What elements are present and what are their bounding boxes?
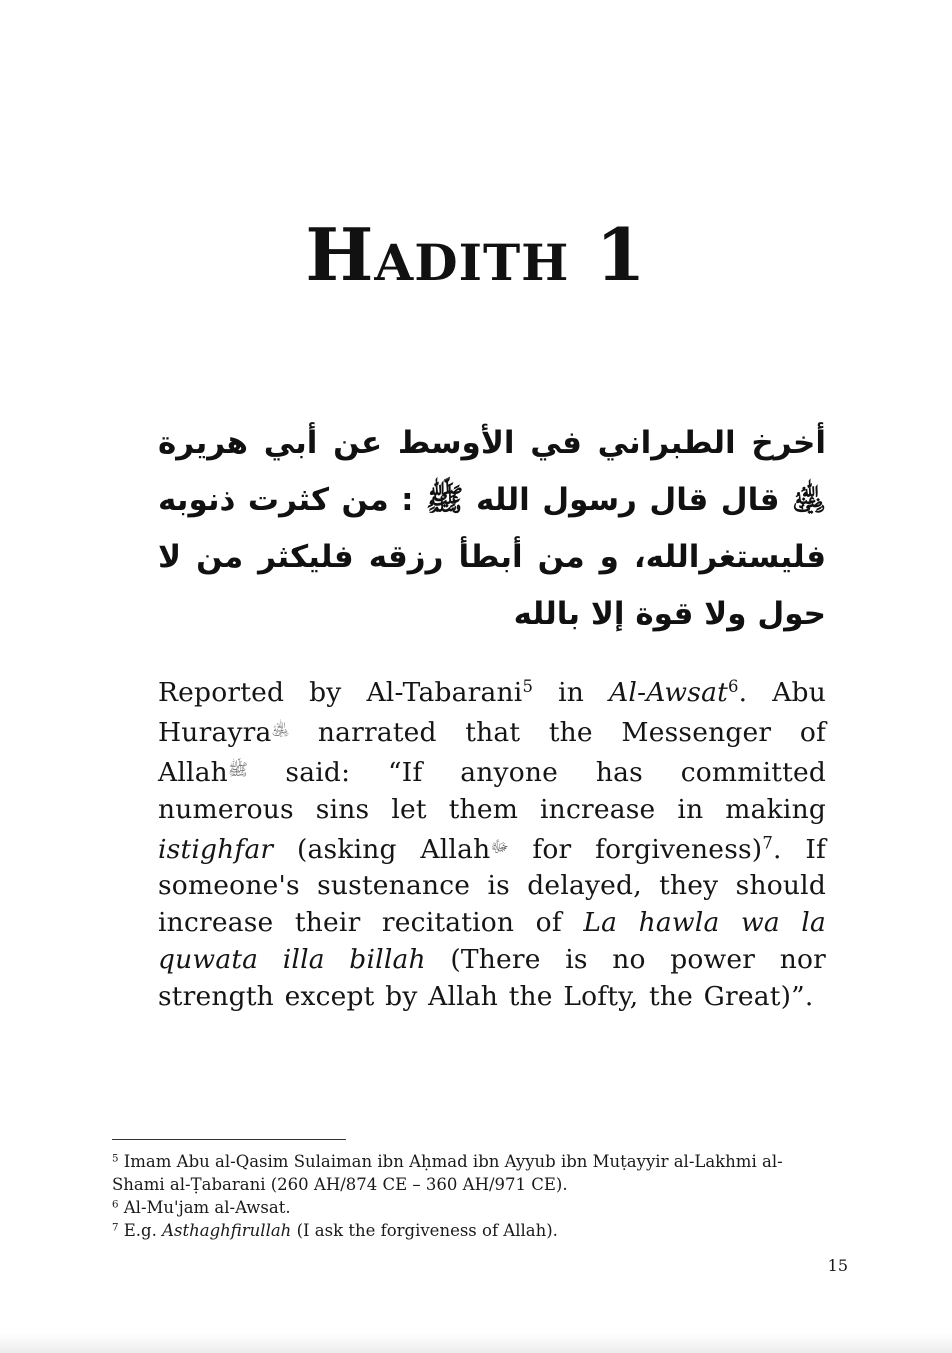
arabic-hadith-text: أخرخ الطبراني في الأوسط عن أبي هريرة ﵁ قال قال رسول الله ﷺ : من كثرت ذنوبه فليستغرالله، و من أبطأ رزقه فليكثر من لا حول ولا قوة إلا بالله xyxy=(158,425,826,632)
translation-text: said: “If anyone has committed numerous sins let them increase in making xyxy=(158,756,826,825)
translation-text: (There is no power nor strength except by Allah the Lofty, the Great)”. xyxy=(158,944,826,1013)
footnote-5 xyxy=(112,1150,802,1196)
translation-text: . If someone's sustenance is delayed, they should increase their recitation of xyxy=(158,833,826,939)
footnote-text: E.g. xyxy=(118,1221,163,1240)
source-title: Al-Awsat xyxy=(609,677,728,708)
footnote-text: (I ask the forgiveness of Allah). xyxy=(291,1221,558,1240)
footnote-ref-7[interactable]: 7 xyxy=(762,833,773,853)
footnote-term: Asthaghfirullah xyxy=(162,1221,292,1240)
page-number: 15 xyxy=(827,1256,848,1275)
page-title: Hadith 1 xyxy=(305,212,647,297)
footnote-number: 6 xyxy=(112,1199,119,1211)
honorific-companion-icon: ﵁ xyxy=(271,720,290,739)
english-translation xyxy=(158,674,826,1015)
footnote-ref-5[interactable]: 5 xyxy=(522,676,534,696)
translation-text: . Abu Hurayra xyxy=(158,677,826,748)
footnote-text: Al-Mu'jam al-Awsat. xyxy=(118,1198,291,1217)
footnote-text: Imam Abu al-Qasim Sulaiman ibn Aḥmad ibn Ayyub ibn Muṭayyir al-Lakhmi al-Shami al-Ṭabarani (260 AH/874 CE – 360 AH/971 CE). xyxy=(112,1152,783,1194)
honorific-allah-icon: ﷻ xyxy=(490,836,509,856)
translation-text: for forgiveness) xyxy=(508,833,763,865)
translation-text: in xyxy=(533,677,610,708)
footnotes xyxy=(112,1150,802,1242)
footnote-ref-6[interactable]: 6 xyxy=(727,676,739,696)
honorific-prophet-icon: ﷺ xyxy=(227,759,248,779)
translation-text: (asking Allah xyxy=(273,833,491,865)
page-bottom-edge xyxy=(0,1333,952,1353)
term-la-hawla: La hawla wa la quwata illa billah xyxy=(158,907,826,976)
translation-text: narrated that the Messenger of Allah xyxy=(158,716,826,788)
footnote-separator xyxy=(112,1139,346,1140)
footnote-number: 5 xyxy=(112,1153,119,1165)
footnote-7 xyxy=(112,1219,802,1242)
footnote-number: 7 xyxy=(112,1222,119,1234)
translation-text: Reported by Al-Tabarani xyxy=(158,677,523,708)
term-istighfar: istighfar xyxy=(158,833,274,865)
footnote-6 xyxy=(112,1196,802,1219)
